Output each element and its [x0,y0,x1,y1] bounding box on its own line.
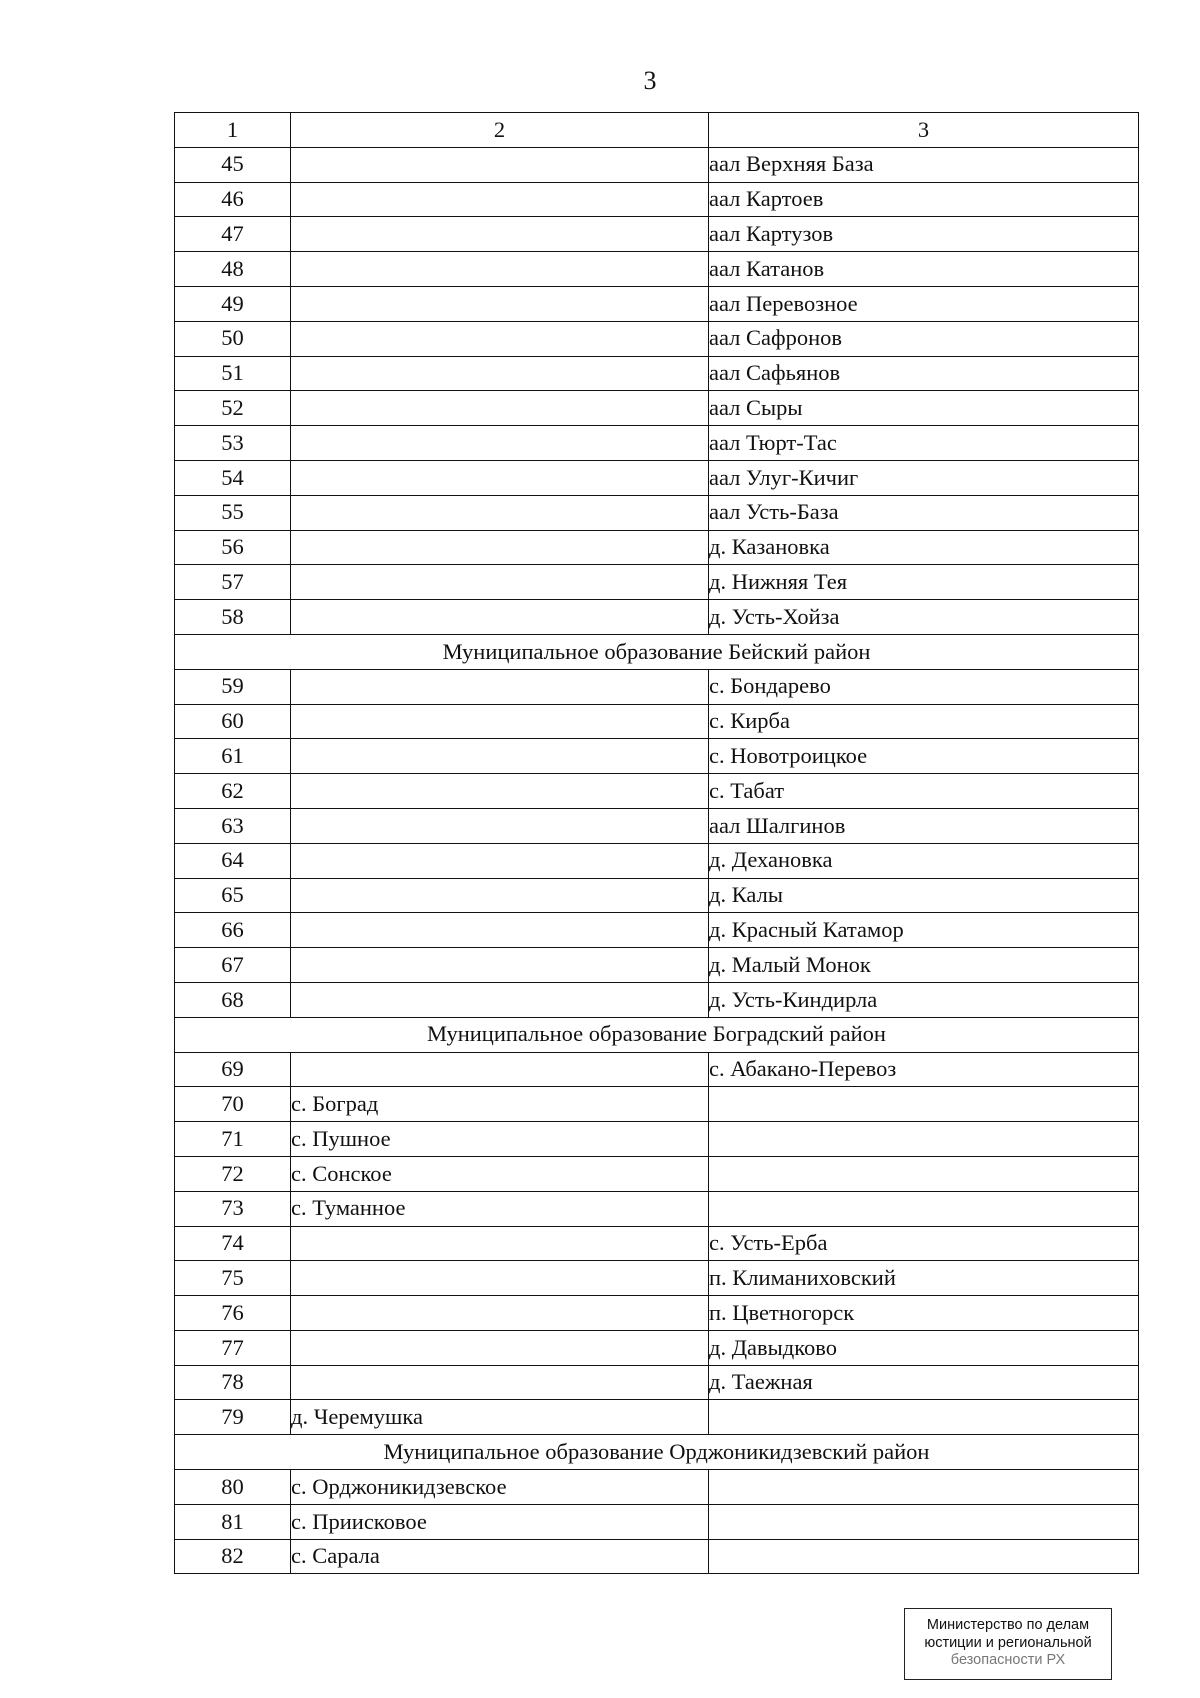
row-number: 74 [175,1226,291,1261]
row-number: 50 [175,321,291,356]
table-row [175,1470,1139,1505]
table-row [175,600,1139,635]
settlement-col-2 [291,1365,709,1400]
settlement-col-3: аал Картоев [709,182,1139,217]
row-number: 71 [175,1122,291,1157]
settlement-col-3: д. Казановка [709,530,1139,565]
stamp-line-1: Министерство по делам [926,1617,1090,1633]
row-number: 48 [175,252,291,287]
table-row [175,1400,1139,1435]
table-row [175,217,1139,252]
settlement-col-3 [709,1191,1139,1226]
settlement-col-3: с. Табат [709,774,1139,809]
settlement-col-2 [291,808,709,843]
settlement-col-3: аал Катанов [709,252,1139,287]
settlement-col-3: с. Новотроицкое [709,739,1139,774]
settlement-col-2 [291,1296,709,1331]
table-row [175,1296,1139,1331]
settlement-col-2 [291,460,709,495]
settlement-col-3: п. Климаниховский [709,1261,1139,1296]
table-row [175,286,1139,321]
row-number: 53 [175,426,291,461]
row-number: 67 [175,948,291,983]
settlement-col-3: с. Усть-Ерба [709,1226,1139,1261]
settlement-col-2: с. Туманное [291,1191,709,1226]
section-row [175,634,1139,669]
row-number: 52 [175,391,291,426]
settlement-col-2 [291,426,709,461]
row-number: 69 [175,1052,291,1087]
settlement-col-2 [291,982,709,1017]
page-number: 3 [643,66,657,95]
table-row [175,252,1139,287]
row-number: 75 [175,1261,291,1296]
row-number: 70 [175,1087,291,1122]
row-number: 79 [175,1400,291,1435]
settlement-col-2 [291,1226,709,1261]
settlement-col-2 [291,948,709,983]
table-row [175,843,1139,878]
settlement-col-3 [709,1470,1139,1505]
settlement-col-3: д. Калы [709,878,1139,913]
section-row [175,1017,1139,1052]
stamp-line-2: юстиции и региональной [924,1634,1092,1651]
settlement-col-3: д. Малый Монок [709,948,1139,983]
settlement-col-3 [709,1156,1139,1191]
settlement-col-2 [291,669,709,704]
settlement-col-3: д. Таежная [709,1365,1139,1400]
table-row [175,1156,1139,1191]
settlement-col-3: п. Цветногорск [709,1296,1139,1331]
row-number: 80 [175,1470,291,1505]
settlement-col-2 [291,878,709,913]
settlement-col-2 [291,252,709,287]
settlement-col-3: с. Абакано-Перевоз [709,1052,1139,1087]
table-row [175,321,1139,356]
settlement-col-3 [709,1122,1139,1157]
row-number: 54 [175,460,291,495]
section-title: Муниципальное образование Бейский район [175,634,1139,669]
settlement-col-2 [291,565,709,600]
table-body [175,113,1139,1574]
settlement-col-3: аал Тюрт-Тас [709,426,1139,461]
table-row [175,878,1139,913]
settlement-col-3: аал Перевозное [709,286,1139,321]
section-row [175,1435,1139,1470]
row-number: 61 [175,739,291,774]
header-col-3: 3 [709,113,1139,148]
settlement-col-2 [291,1330,709,1365]
row-number: 63 [175,808,291,843]
table-row [175,913,1139,948]
table-row [175,147,1139,182]
settlement-col-3: аал Шалгинов [709,808,1139,843]
row-number: 81 [175,1504,291,1539]
row-number: 59 [175,669,291,704]
settlement-col-2 [291,1052,709,1087]
settlement-col-3: аал Сафронов [709,321,1139,356]
settlement-col-2 [291,286,709,321]
row-number: 64 [175,843,291,878]
settlement-col-2 [291,147,709,182]
table-row [175,1122,1139,1157]
row-number: 62 [175,774,291,809]
row-number: 49 [175,286,291,321]
settlement-col-3 [709,1087,1139,1122]
table-row [175,774,1139,809]
row-number: 57 [175,565,291,600]
row-number: 73 [175,1191,291,1226]
settlement-col-2: с. Приисковое [291,1504,709,1539]
table-row [175,1191,1139,1226]
settlement-col-3: д. Нижняя Тея [709,565,1139,600]
settlement-col-2 [291,739,709,774]
table-row [175,426,1139,461]
settlement-col-3: д. Дехановка [709,843,1139,878]
table-row [175,1539,1139,1574]
settlement-col-3: аал Верхняя База [709,147,1139,182]
settlement-col-3: с. Кирба [709,704,1139,739]
table-row [175,704,1139,739]
registration-stamp [904,1608,1112,1680]
table-row [175,1504,1139,1539]
settlements-table [174,112,1139,1574]
header-col-1: 1 [175,113,291,148]
settlement-col-2 [291,704,709,739]
table-row [175,391,1139,426]
table-row [175,808,1139,843]
section-title: Муниципальное образование Боградский район [175,1017,1139,1052]
row-number: 72 [175,1156,291,1191]
row-number: 65 [175,878,291,913]
row-number: 68 [175,982,291,1017]
row-number: 76 [175,1296,291,1331]
row-number: 82 [175,1539,291,1574]
settlement-col-3: аал Улуг-Кичиг [709,460,1139,495]
settlement-col-3 [709,1504,1139,1539]
settlement-col-2 [291,182,709,217]
table-row [175,669,1139,704]
row-number: 58 [175,600,291,635]
table-row [175,460,1139,495]
settlement-col-2 [291,356,709,391]
settlement-col-2 [291,321,709,356]
row-number: 60 [175,704,291,739]
settlement-col-2: с. Пушное [291,1122,709,1157]
row-number: 55 [175,495,291,530]
settlement-col-3: аал Сафьянов [709,356,1139,391]
settlement-col-3: д. Давыдково [709,1330,1139,1365]
table-row [175,1365,1139,1400]
table-row [175,982,1139,1017]
stamp-line-3: безопасности РХ [950,1652,1066,1669]
table-row [175,948,1139,983]
table-row [175,530,1139,565]
settlement-col-2 [291,913,709,948]
settlement-col-3 [709,1400,1139,1435]
table-row [175,1261,1139,1296]
header-col-2: 2 [291,113,709,148]
row-number: 66 [175,913,291,948]
table-row [175,182,1139,217]
row-number: 56 [175,530,291,565]
settlement-col-3: д. Красный Катамор [709,913,1139,948]
settlement-col-2: д. Черемушка [291,1400,709,1435]
settlement-col-2: с. Сарала [291,1539,709,1574]
table-row [175,1330,1139,1365]
settlement-col-3 [709,1539,1139,1574]
settlement-col-2: с. Орджоникидзевское [291,1470,709,1505]
settlement-col-2 [291,843,709,878]
settlement-col-2 [291,391,709,426]
table-row [175,1052,1139,1087]
row-number: 78 [175,1365,291,1400]
row-number: 77 [175,1330,291,1365]
settlement-col-2: с. Боград [291,1087,709,1122]
row-number: 47 [175,217,291,252]
settlement-col-2 [291,217,709,252]
table-row [175,1226,1139,1261]
settlement-col-2 [291,1261,709,1296]
table-row [175,495,1139,530]
settlement-col-3: аал Картузов [709,217,1139,252]
settlement-col-2 [291,600,709,635]
row-number: 51 [175,356,291,391]
settlement-col-2: с. Сонское [291,1156,709,1191]
row-number: 46 [175,182,291,217]
table-row [175,1087,1139,1122]
settlement-col-2 [291,495,709,530]
settlement-col-3: д. Усть-Киндирла [709,982,1139,1017]
section-title: Муниципальное образование Орджоникидзевский район [175,1435,1139,1470]
row-number: 45 [175,147,291,182]
table-row [175,739,1139,774]
table-row [175,356,1139,391]
settlement-col-3: д. Усть-Хойза [709,600,1139,635]
table-header-row [175,113,1139,148]
settlement-col-2 [291,530,709,565]
settlement-col-3: с. Бондарево [709,669,1139,704]
settlement-col-3: аал Усть-База [709,495,1139,530]
settlement-col-3: аал Сыры [709,391,1139,426]
table-row [175,565,1139,600]
settlement-col-2 [291,774,709,809]
